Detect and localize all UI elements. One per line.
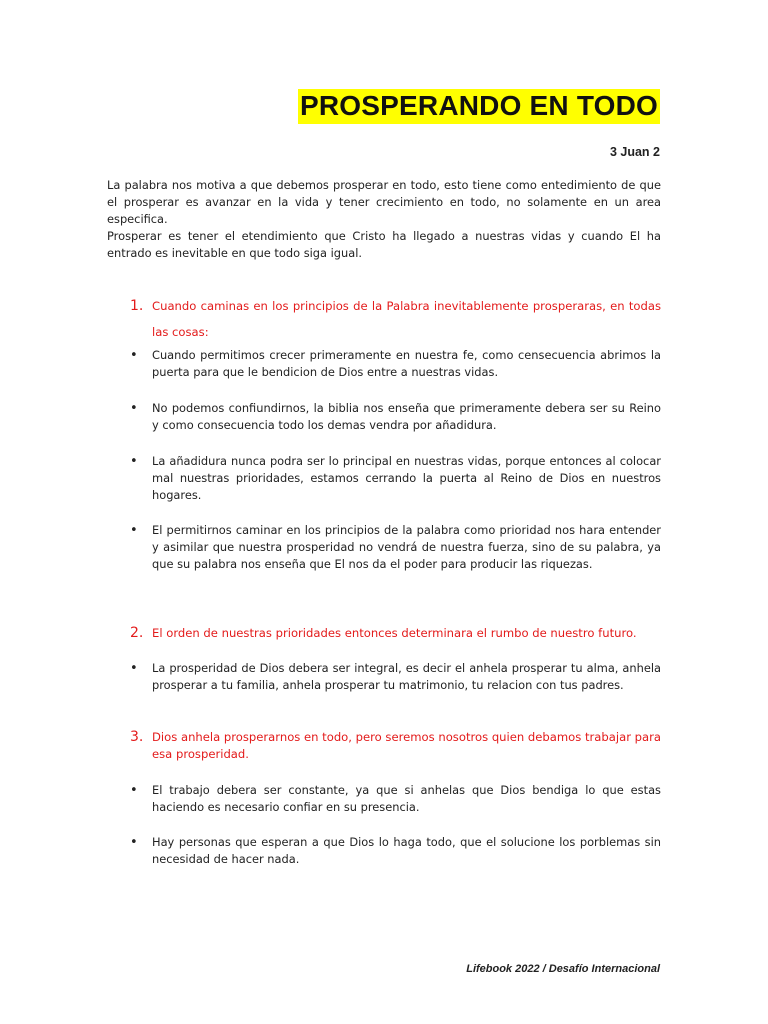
point-number: 3. [130, 729, 144, 745]
bullet-text: La añadidura nunca podra ser lo principal en nuestras vidas, porque entonces al colocar mal nuestras prioridades, estamos cerrando la puerta al Reino de Dios en nuestros hogares. [152, 454, 661, 502]
bullet-text: No podemos confiundirnos, la biblia nos enseña que primeramente debera ser su Reino y como consecuencia todo los demas vendra por añadidura. [152, 401, 661, 432]
bullet-marker: • [130, 661, 138, 676]
numbered-point-3 [130, 729, 661, 763]
page-title: PROSPERANDO EN TODO [298, 89, 660, 124]
point-text: Dios anhela prosperarnos en todo, pero seremos nosotros quien debamos trabajar para esa prosperidad. [152, 730, 661, 761]
bullet-item [130, 522, 661, 573]
bullet-item [130, 453, 661, 504]
intro-text [107, 177, 661, 262]
bullet-item [130, 782, 661, 816]
bullet-marker: • [130, 783, 138, 798]
bullet-marker: • [130, 401, 138, 416]
bullet-item [130, 834, 661, 868]
bullet-marker: • [130, 454, 138, 469]
scripture-reference: 3 Juan 2 [609, 145, 660, 159]
bullet-marker: • [130, 348, 138, 363]
bullet-text: Hay personas que esperan a que Dios lo haga todo, que el solucione los porblemas sin necesidad de hacer nada. [152, 835, 661, 866]
bullet-text: Cuando permitimos crecer primeramente en nuestra fe, como censecuencia abrimos la puerta para que le bendicion de Dios entre a nuestras vidas. [152, 348, 661, 379]
bullet-text: El trabajo debera ser constante, ya que si anhelas que Dios bendiga lo que estas haciendo es necesario confiar en su presencia. [152, 783, 661, 814]
point-text: Cuando caminas en los principios de la Palabra inevitablemente prosperaras, en todas las cosas: [152, 299, 661, 339]
title-block [298, 89, 660, 124]
bullet-text: El permitirnos caminar en los principios de la palabra como prioridad nos hara entender y asimilar que nuestra prosperidad no vendrá de nuestra fuerza, sino de su palabra, ya que su palabra nos enseña que El nos da el poder para producir las riquezas. [152, 523, 661, 571]
bullet-text: La prosperidad de Dios debera ser integral, es decir el anhela prosperar tu alma, anhela prosperar a tu familia, anhela prosperar tu matrimonio, tu relacion con tus padres. [152, 661, 661, 692]
point-number: 1. [130, 298, 144, 314]
bullet-item [130, 347, 661, 381]
intro-paragraph-1: La palabra nos motiva a que debemos prosperar en todo, esto tiene como entedimiento de que el prosperar es avanzar en la vida y tener crecimiento en todo, no solamente en un area especifica. [107, 178, 661, 226]
intro-paragraph-2: Prosperar es tener el etendimiento que Cristo ha llegado a nuestras vidas y cuando El ha entrado es inevitable en que todo siga igual. [107, 229, 661, 260]
bullet-marker: • [130, 523, 138, 538]
bullet-marker: • [130, 835, 138, 850]
numbered-point-1 [130, 293, 661, 345]
point-text: El orden de nuestras prioridades entonces determinara el rumbo de nuestro futuro. [152, 626, 637, 640]
bullet-item [130, 660, 661, 694]
bullet-item [130, 400, 661, 434]
page-footer: Lifebook 2022 / Desafío Internacional [466, 963, 660, 975]
point-number: 2. [130, 625, 144, 641]
numbered-point-2 [130, 624, 661, 642]
